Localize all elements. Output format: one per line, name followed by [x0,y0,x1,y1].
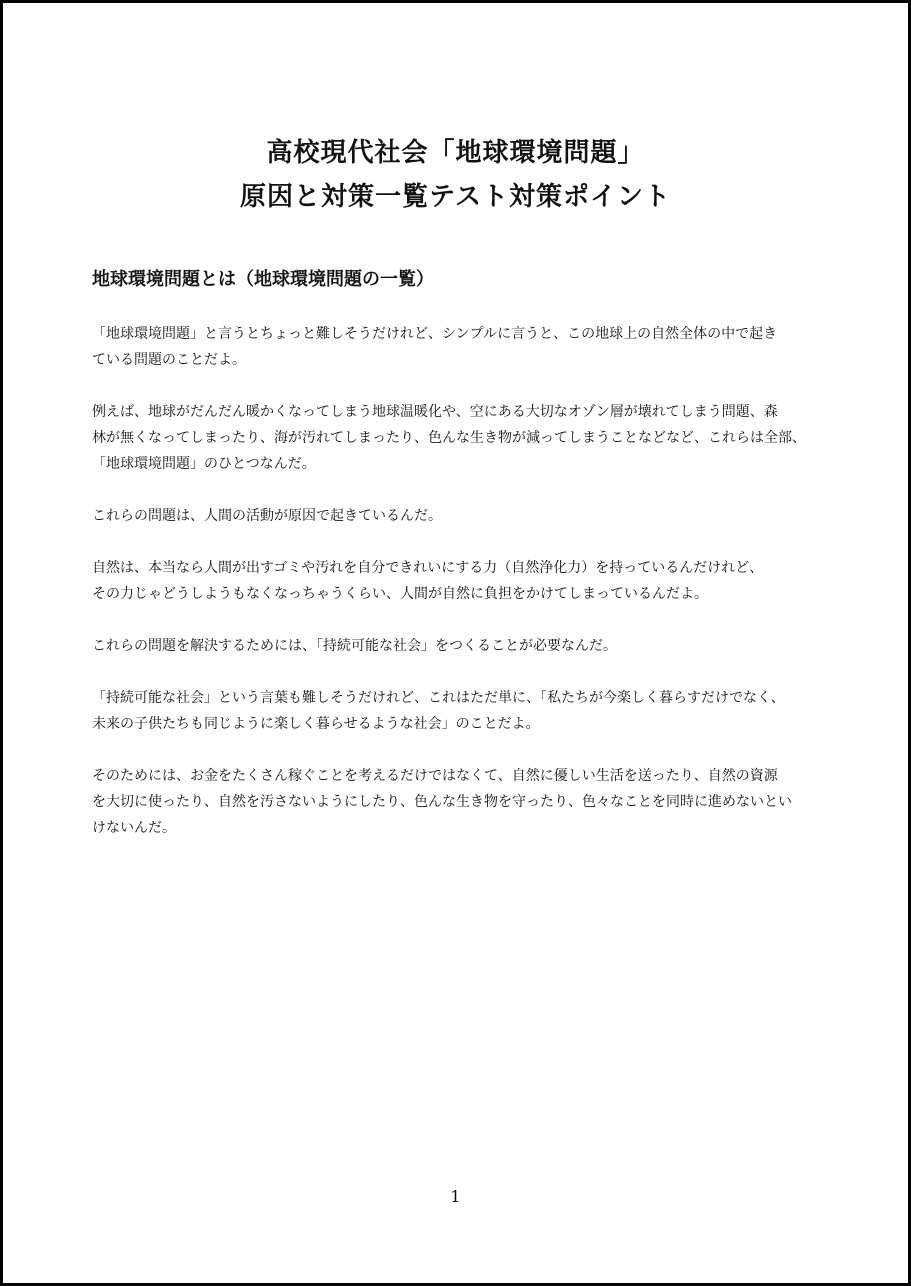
document-title [3,131,908,219]
text-line: 例えば、地球がだんだん暖かくなってしまう地球温暖化や、空にある大切なオゾン層が壊れてしまう問題、森 [92,404,778,420]
text-line: 自然は、本当なら人間が出すゴミや汚れを自分できれいにする力（自然浄化力）を持っているんだけれど、 [92,560,764,576]
text-line: 「地球環境問題」のひとつなんだ。 [92,456,316,472]
text-line: そのためには、お金をたくさん稼ぐことを考えるだけではなくて、自然に優しい生活を送ったり、自然の資源 [92,768,778,784]
text-line: ている問題のことだよ。 [92,352,246,368]
text-line: これらの問題は、人間の活動が原因で起きているんだ。 [92,508,442,524]
text-line: その力じゃどうしようもなくなっちゃうくらい、人間が自然に負担をかけてしまっているんだよ。 [92,586,708,602]
paragraph [92,685,827,737]
text-line: けないんだ。 [92,820,176,836]
text-line: を大切に使ったり、自然を汚さないようにしたり、色んな生き物を守ったり、色々なことを同時に進めないとい [92,794,792,810]
paragraph [92,503,827,529]
paragraph [92,555,827,607]
text-line: これらの問題を解決するためには、「持続可能な社会」をつくることが必要なんだ。 [92,638,617,654]
text-line: 林が無くなってしまったり、海が汚れてしまったり、色んな生き物が減ってしまうことなどなど、これらは全部、 [92,430,806,446]
paragraph [92,633,827,659]
text-line: 「持続可能な社会」という言葉も難しそうだけれど、これはただ単に、「私たちが今楽しく暮らすだけでなく、 [92,690,785,706]
title-line: 原因と対策一覧テスト対策ポイント [240,182,671,212]
paragraph [92,399,827,477]
paragraph [92,763,827,841]
text-line: 「地球環境問題」と言うとちょっと難しそうだけれど、シンプルに言うと、この地球上の自然全体の中で起き [92,326,778,342]
page-number: 1 [450,1187,461,1206]
title-line: 高校現代社会「地球環境問題」 [266,138,645,168]
text-line: 未来の子供たちも同じように楽しく暮らせるような社会」のことだよ。 [92,716,540,732]
body-text [92,321,827,867]
section-heading: 地球環境問題とは（地球環境問題の一覧） [92,269,434,290]
paragraph [92,321,827,373]
